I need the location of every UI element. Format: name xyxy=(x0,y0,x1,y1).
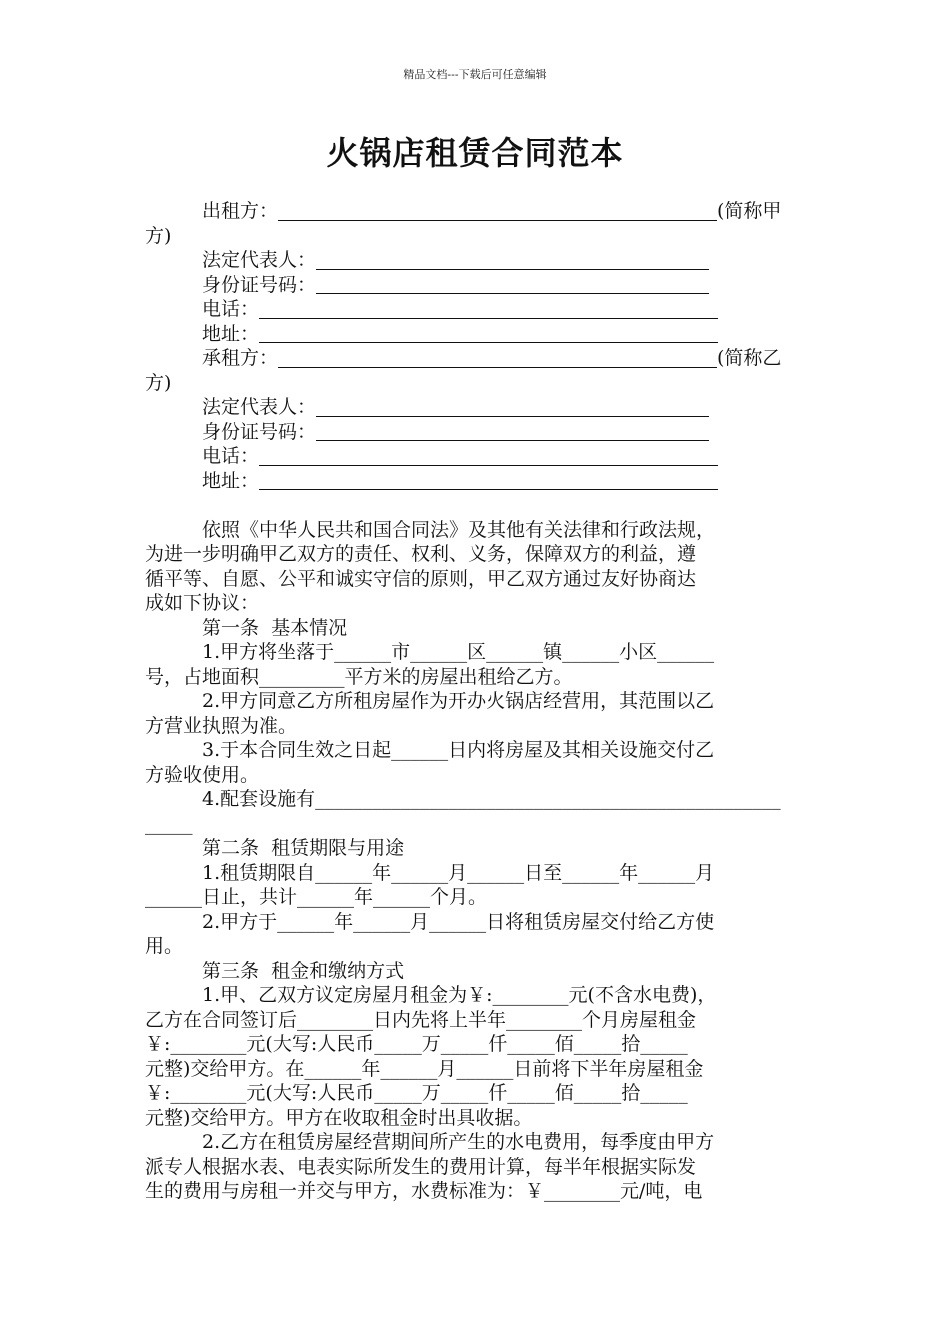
party-a-blank xyxy=(278,202,717,221)
clause-line: _____ xyxy=(145,812,193,835)
party-a-suffix: (简称甲 xyxy=(717,200,782,222)
party-b-id-label: 身份证号码： xyxy=(202,420,317,443)
clause-line: 1.甲方将坐落于______市______区______镇______小区______ xyxy=(202,641,715,663)
preamble-line: 循平等、自愿、公平和诚实守信的原则，甲乙双方通过友好协商达 xyxy=(145,567,697,590)
contract-body xyxy=(145,199,807,1204)
party-a-phone xyxy=(145,297,807,322)
clause-line: 2.乙方在租赁房屋经营期间所产生的水电费用，每季度由甲方 xyxy=(202,1131,715,1153)
party-a-id-blank xyxy=(316,275,709,294)
party-b-label: 承租方： xyxy=(202,347,279,369)
party-b-address-label: 地址： xyxy=(202,469,260,492)
party-b-blank xyxy=(278,349,717,368)
clause-line: 派专人根据水表、电表实际所发生的费用计算，每半年根据实际发 xyxy=(145,1155,697,1178)
party-a-label: 出租方： xyxy=(202,200,279,222)
party-b-suffix-wrap: 方) xyxy=(145,371,172,394)
preamble-line: 为进一步明确甲乙双方的责任、权利、义务，保障双方的利益，遵 xyxy=(145,543,697,565)
party-a-id xyxy=(145,273,807,298)
clause-line: ______日止，共计______年______个月。 xyxy=(145,886,488,908)
article-3-heading: 第三条 租金和缴纳方式 xyxy=(202,959,405,982)
clause-line: 乙方在合同签订后________日内先将上半年________个月房屋租金 xyxy=(145,1008,697,1031)
party-a-address-label: 地址： xyxy=(202,322,260,345)
party-b-address xyxy=(145,469,807,494)
clause-line: 2.甲方同意乙方所租房屋作为开办火锅店经营用，其范围以乙 xyxy=(202,690,715,712)
clause-line: 号，占地面积_________平方米的房屋出租给乙方。 xyxy=(145,665,573,688)
party-b-address-blank xyxy=(259,471,718,490)
spacer xyxy=(145,493,807,518)
party-b-phone xyxy=(145,444,807,469)
party-b-legal-rep xyxy=(145,395,807,420)
preamble-line: 成如下协议： xyxy=(145,592,260,614)
party-b-phone-blank xyxy=(259,447,718,466)
party-a-id-label: 身份证号码： xyxy=(202,273,317,296)
clause-line: 3.于本合同生效之日起______日内将房屋及其相关设施交付乙 xyxy=(202,739,715,761)
clause-line: 用。 xyxy=(145,935,184,957)
party-a-legal-rep xyxy=(145,248,807,273)
party-b-phone-label: 电话： xyxy=(202,445,260,467)
party-b-line xyxy=(145,346,807,371)
party-a-address-blank xyxy=(259,324,718,343)
article-2-heading: 第二条 租赁期限与用途 xyxy=(202,837,405,859)
party-b-id-blank xyxy=(316,422,709,441)
clause-line: 1.租赁期限自______年______月______日至______年______月 xyxy=(202,861,715,884)
party-b-suffix: (简称乙 xyxy=(717,347,782,369)
article-1-heading: 第一条 基本情况 xyxy=(202,616,348,639)
party-b-legal-rep-blank xyxy=(316,398,709,417)
party-a-legal-rep-blank xyxy=(316,251,709,270)
party-a-suffix-wrap: 方) xyxy=(145,224,172,247)
clause-line: 2.甲方于______年______月______日将租赁房屋交付给乙方使 xyxy=(202,910,715,933)
clause-line: ￥:________元(大写:人民币_____万_____仟_____佰_____拾_____ xyxy=(145,1033,688,1055)
party-b-id xyxy=(145,420,807,445)
header-note: 精品文档---下载后可任意编辑 xyxy=(403,68,547,81)
party-b-legal-rep-label: 法定代表人： xyxy=(202,396,317,418)
clause-line: 4.配套设施有_________________________________________________ xyxy=(202,788,781,810)
clause-line: 1.甲、乙双方议定房屋月租金为￥:________元(不含水电费)， xyxy=(202,984,717,1006)
clause-line: 生的费用与房租一并交与甲方，水费标准为：￥________元/吨，电 xyxy=(145,1180,703,1202)
clause-line: 方验收使用。 xyxy=(145,763,260,786)
clause-line: 方营业执照为准。 xyxy=(145,714,298,737)
party-a-phone-label: 电话： xyxy=(202,298,260,320)
preamble-line: 依照《中华人民共和国合同法》及其他有关法律和行政法规， xyxy=(202,518,716,541)
clause-line: 元整)交给甲方。甲方在收取租金时出具收据。 xyxy=(145,1106,533,1129)
party-a-legal-rep-label: 法定代表人： xyxy=(202,249,317,271)
party-a-address xyxy=(145,322,807,347)
clause-line: 元整)交给甲方。在______年______月______日前将下半年房屋租金 xyxy=(145,1057,704,1080)
party-a-phone-blank xyxy=(259,300,718,319)
clause-line: ￥:________元(大写:人民币_____万_____仟_____佰_____拾_____ xyxy=(145,1082,688,1104)
party-a-line xyxy=(145,199,807,224)
document-title: 火锅店租赁合同范本 xyxy=(326,134,624,172)
